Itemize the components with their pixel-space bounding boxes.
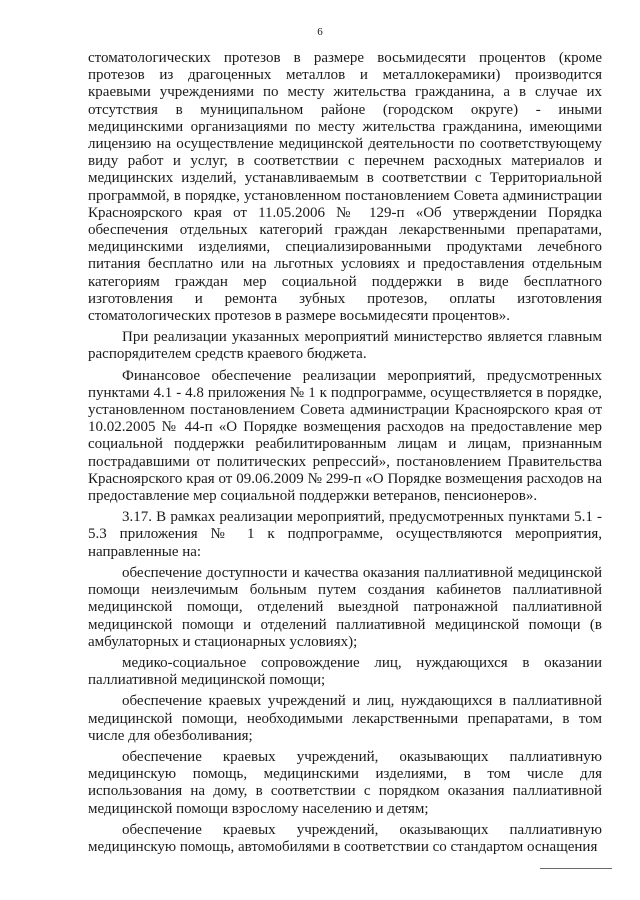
paragraph-vehicles: обеспечение краевых учреждений, оказывающих паллиативную медицинскую помощь, автомобилями в соответствии со стандартом оснащения <box>88 821 602 855</box>
paragraph-financing: Финансовое обеспечение реализации мероприятий, предусмотренных пунктами 4.1 - 4.8 приложения № 1 к подпрограмме, осуществляется в порядке, установленном постановлением Совета администрации Красноярского края от 10.02.2005 № 44-п «О Порядке возмещения расходов на предоставление мер социальной поддержки реабилитированным лицам и лицам, признанным пострадавшими от политических репрессий», постановлением Правительства Красноярского края от 09.06.2009 № 299-п «О Порядке возмещения расходов на предоставление мер социальной поддержки ветеранов, пенсионеров». <box>88 367 602 505</box>
document-body <box>88 50 602 856</box>
page-number: 6 <box>317 26 323 38</box>
paragraph-medical-devices: обеспечение краевых учреждений, оказывающих паллиативную медицинскую помощь, медицинскими изделиями, в том числе для использования на дому, в соответствии с порядком оказания паллиативной медицинской помощи взрослому населению и детям; <box>88 748 602 817</box>
paragraph-chief-administrator: При реализации указанных мероприятий министерство является главным распорядителем средств краевого бюджета. <box>88 329 602 363</box>
paragraph-palliative-access: обеспечение доступности и качества оказания паллиативной медицинской помощи неизлечимым больным путем создания кабинетов паллиативной медицинской помощи, отделений выездной патронажной паллиативной медицинской помощи и отделений паллиативной медицинской помощи (в амбулаторных и стационарных условиях); <box>88 564 602 650</box>
paragraph-continuation: стоматологических протезов в размере восьмидесяти процентов (кроме протезов из драгоценных металлов и металлокерамики) производится краевыми учреждениями по месту жительства гражданина, а в случае их отсутствия в муниципальном районе (городском округе) - иными медицинскими организациями по месту жительства гражданина, имеющими лицензию на осуществление медицинской деятельности по соответствующему виду работ и услуг, в соответствии с перечнем расходных материалов и медицинских изделий, устанавливаемым в соответствии с Территориальной программой, в порядке, установленном постановлением Совета администрации Красноярского края от 11.05.2006 № 129-п «Об утверждении Порядка обеспечения отдельных категорий граждан лекарственными препаратами, медицинскими изделиями, специализированными продуктами лечебного питания бесплатно или на льготных условиях и предоставления отдельным категориям граждан мер социальной поддержки в виде бесплатного изготовления и ремонта зубных протезов, оплаты изготовления стоматологических протезов в размере восьмидесяти процентов». <box>88 50 602 325</box>
paragraph-drug-supply: обеспечение краевых учреждений и лиц, нуждающихся в паллиативной медицинской помощи, необходимыми лекарственными препаратами, в том числе для обезболивания; <box>88 693 602 744</box>
footer-rule <box>540 868 612 869</box>
paragraph-medico-social-support: медико-социальное сопровождение лиц, нуждающихся в оказании паллиативной медицинской помощи; <box>88 654 602 689</box>
paragraph-3-17: 3.17. В рамках реализации мероприятий, предусмотренных пунктами 5.1 - 5.3 приложения № 1 к подпрограмме, осуществляются мероприятия, направленные на: <box>88 509 602 560</box>
